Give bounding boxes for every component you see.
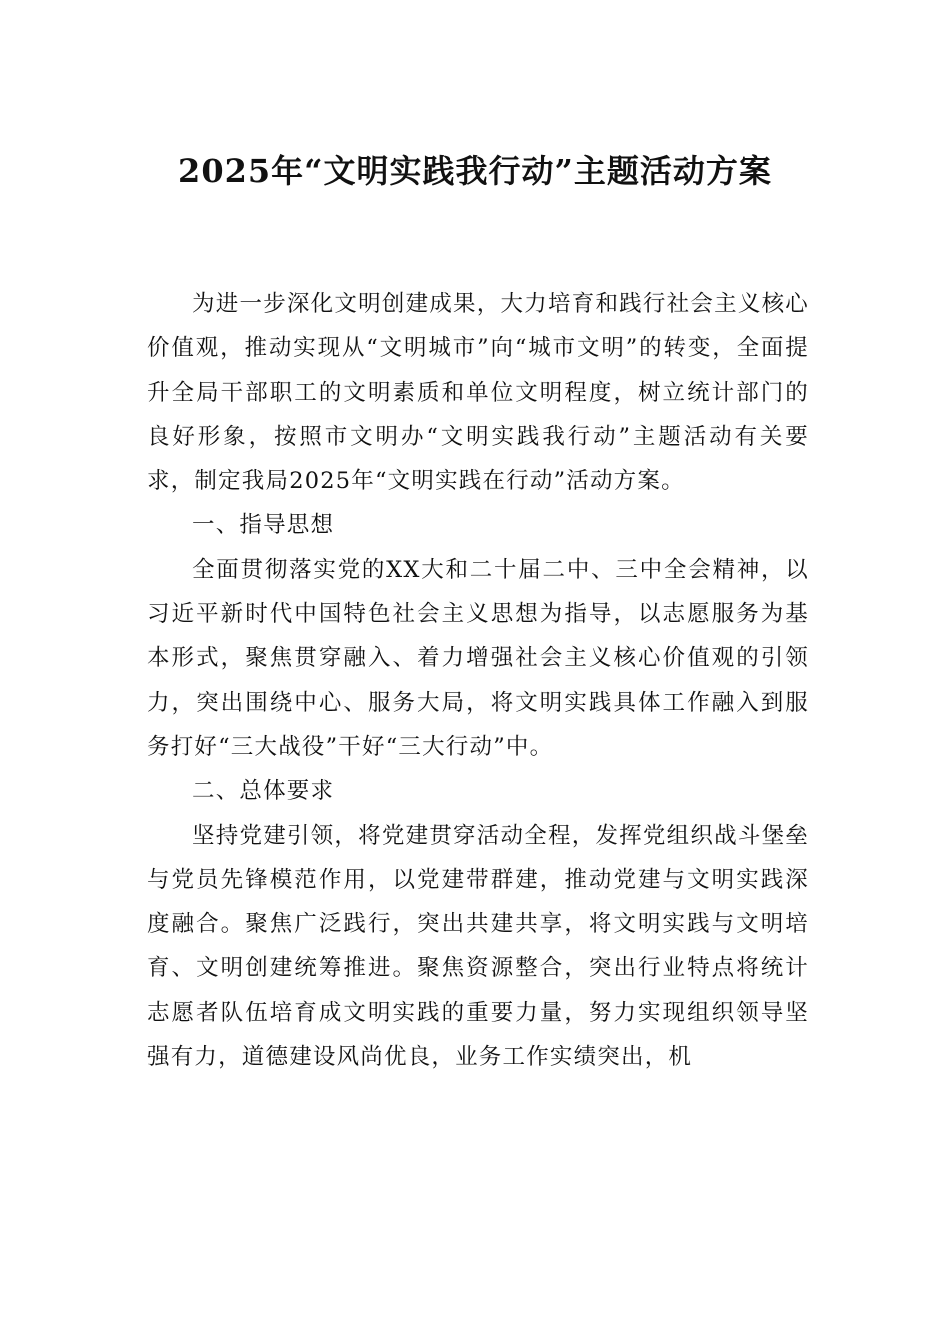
document-title: 2025年“文明实践我行动”主题活动方案	[178, 152, 772, 190]
section-heading-guiding-ideology: 一、指导思想	[192, 512, 335, 539]
intro-paragraph: 为进一步深化文明创建成果，大力培育和践行社会主义核心价值观，推动实现从“文明城市”向“城市文明”的转变，全面提升全局干部职工的文明素质和单位文明程度，树立统计部门的良好形象，按照市文明办“文明实践我行动”主题活动有关要求，制定我局2025年“文明实践在行动”活动方案。	[147, 291, 809, 495]
document-body	[147, 282, 809, 1079]
section-heading-general-requirements: 二、总体要求	[192, 778, 335, 805]
section-paragraph-guiding-ideology: 全面贯彻落实党的XX大和二十届二中、三中全会精神，以习近平新时代中国特色社会主义思想为指导，以志愿服务为基本形式，聚焦贯穿融入、着力增强社会主义核心价值观的引领力，突出围绕中心、服务大局，将文明实践具体工作融入到服务打好“三大战役”干好“三大行动”中。	[147, 556, 809, 760]
section-paragraph-general-requirements: 坚持党建引领，将党建贯穿活动全程，发挥党组织战斗堡垒与党员先锋模范作用，以党建带群建，推动党建与文明实践深度融合。聚焦广泛践行，突出共建共享，将文明实践与文明培育、文明创建统筹推进。聚焦资源整合，突出行业特点将统计志愿者队伍培育成文明实践的重要力量，努力实现组织领导坚强有力，道德建设风尚优良，业务工作实绩突出，机	[147, 822, 809, 1071]
